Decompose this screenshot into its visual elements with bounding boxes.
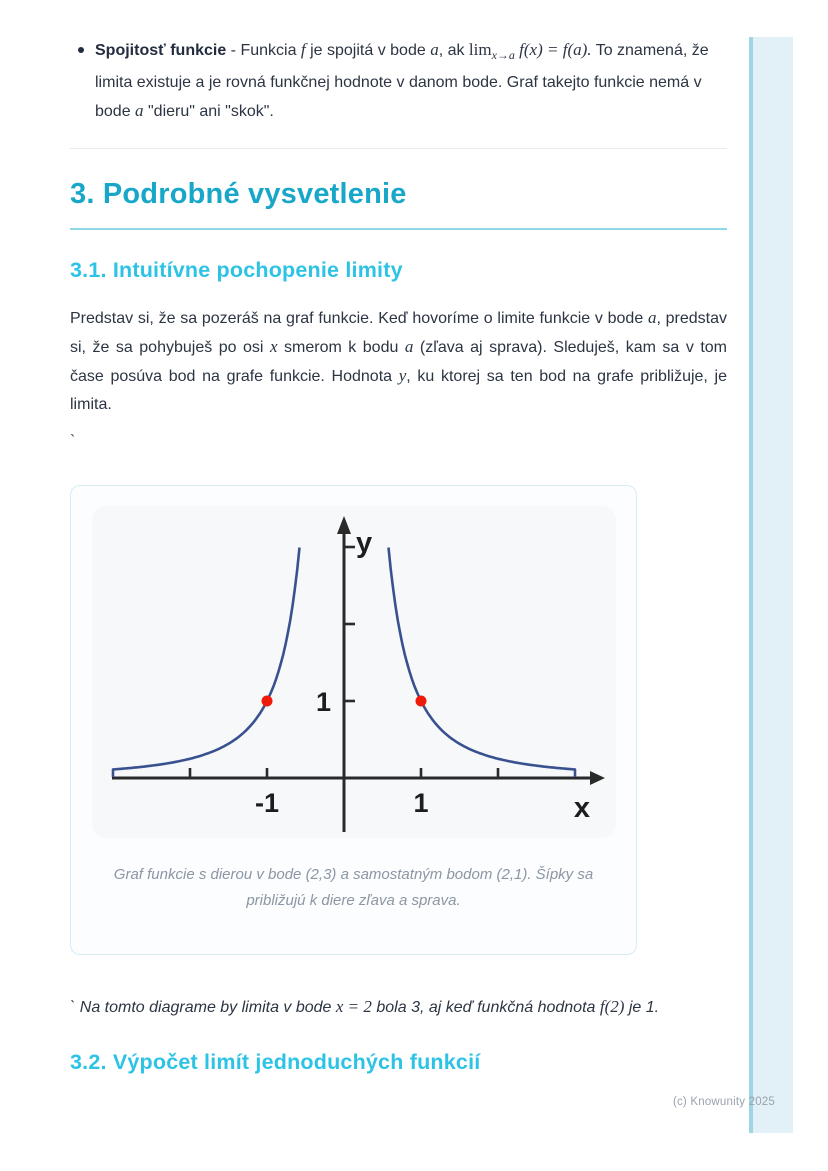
y-axis-arrow-icon — [337, 516, 351, 534]
figure-limit-graph — [70, 485, 637, 955]
text-run: ` Na tomto diagrame by limita v bode — [70, 999, 336, 1016]
svg-text:1: 1 — [315, 687, 331, 717]
text-run: , ak — [438, 42, 469, 59]
text-run: x→a — [491, 48, 515, 62]
text-run: a — [647, 308, 657, 327]
chart-card — [92, 506, 616, 838]
text-run: y — [398, 366, 407, 385]
text-run: "dieru" ani "skok". — [143, 103, 274, 120]
text-run: bola 3, aj keď funkčná hodnota — [371, 999, 600, 1016]
document-content — [70, 36, 727, 1075]
text-run: a — [135, 101, 144, 120]
text-run: f(x) = f(a). — [514, 40, 592, 59]
stray-accent: ` — [70, 433, 76, 450]
section-divider — [70, 148, 727, 149]
text-run: x = 2 — [335, 997, 372, 1016]
heading-podrobne-vysvetlenie: 3. Podrobné vysvetlenie — [70, 178, 727, 230]
text-run: je 1. — [624, 999, 660, 1016]
text-run: (zľava aj sprava). Sleduješ, kam sa v tom čase posúva bod na grafe funkcie. Hodnota — [70, 339, 727, 385]
bullet-item-continuity — [70, 36, 727, 126]
text-run: je spojitá v bode — [305, 42, 431, 59]
text-run: f(2) — [599, 997, 625, 1016]
note-paragraph — [70, 993, 727, 1022]
figure-caption: Graf funkcie s dierou v bode (2,3) a samostatným bodom (2,1). Šípky sa približujú k diere zľava a sprava. — [113, 866, 594, 909]
svg-text:x: x — [573, 792, 590, 824]
intro-paragraph — [70, 304, 727, 419]
text-run: To znamená, že limita existuje a je rovná funkčnej hodnote v danom bode. Graf takejto funkcie nemá v bode — [95, 42, 709, 120]
text-run: Predstav si, že sa pozeráš na graf funkcie. Keď hovoríme o limite funkcie v bode — [70, 310, 648, 327]
svg-text:y: y — [355, 527, 372, 559]
bullet-marker — [78, 47, 84, 53]
text-run: f — [300, 40, 306, 59]
text-run: x — [269, 337, 278, 356]
right-edge-bar — [749, 37, 793, 1133]
copyright-text: (c) Knowunity 2025 — [672, 1096, 775, 1108]
heading-vypocet-limit: 3.2. Výpočet limít jednoduchých funkcií — [70, 1050, 481, 1074]
text-run: Spojitosť funkcie — [95, 42, 227, 59]
text-run: , ku ktorej sa ten bod na grafe približuje, je limita. — [70, 368, 727, 413]
heading-intuitivne-pochopenie: 3.1. Intuitívne pochopenie limity — [70, 258, 403, 282]
text-run: smerom k bodu — [277, 339, 405, 356]
text-run: - Funkcia — [226, 42, 301, 59]
svg-text:-1: -1 — [254, 788, 279, 818]
text-run: a — [430, 40, 439, 59]
text-run: , predstav si, že sa pohybuješ po osi — [70, 310, 727, 356]
graph-svg — [92, 506, 616, 838]
x-axis-arrow-icon — [590, 771, 605, 785]
text-run: a — [404, 337, 414, 356]
svg-text:1: 1 — [412, 788, 429, 818]
text-run: lim — [468, 40, 492, 59]
